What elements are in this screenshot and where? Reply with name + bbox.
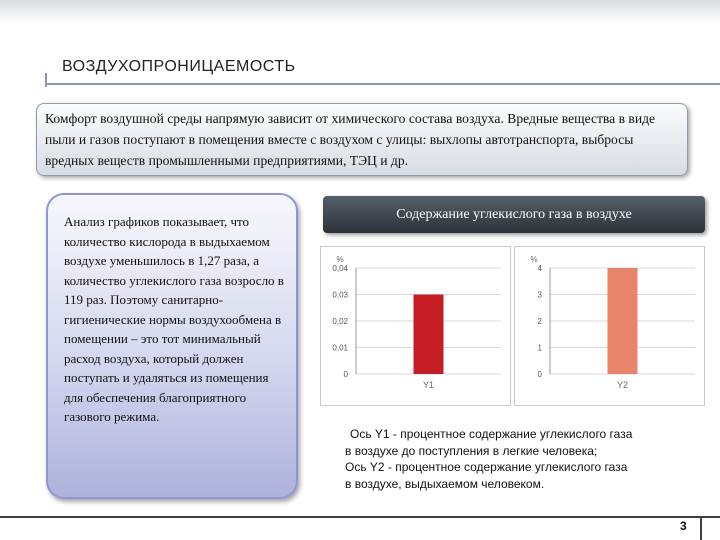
x-tick-label: Y2: [616, 380, 629, 390]
bottom-divider: [700, 516, 702, 540]
bottom-rule: [0, 516, 720, 518]
chart-y1-svg: [320, 246, 511, 406]
title-underline: [45, 83, 720, 85]
y-axis-label: %: [530, 255, 538, 264]
bar-y2: [608, 268, 638, 374]
analysis-text-box: [46, 193, 298, 499]
caption-line: Ось Y1 - процентное содержание углекислого газа: [350, 427, 633, 441]
y-tick-label: 4: [537, 264, 542, 273]
chart-caption: [345, 426, 705, 492]
bar-y1: [414, 295, 444, 375]
y-tick-label: 0: [343, 370, 348, 379]
y-tick-label: 0,04: [332, 264, 348, 273]
intro-text-box: Комфорт воздушной среды напрямую зависит от химического состава воздуха. Вредные вещества в виде пыли и газов поступают в помещения вместе с воздухом с улицы: выхлопы автотранспорта, выбросы вредных веществ промышленными предприятиями, ТЭЦ и др.: [36, 103, 688, 176]
caption-line: в воздухе, выдыхаемом человеком.: [345, 476, 545, 491]
top-band: [0, 0, 720, 24]
y-tick-label: 0: [537, 370, 542, 379]
chart-y2: [514, 246, 705, 406]
y-tick-label: 0,01: [332, 343, 348, 353]
chart-y1: [320, 246, 511, 406]
y-tick-label: 0,03: [332, 290, 348, 300]
y-tick-label: 1: [537, 343, 542, 353]
y-tick-label: 3: [537, 290, 542, 300]
slide-title: ВОЗДУХОПРОНИЦАЕМОСТЬ: [62, 58, 296, 75]
page-number: 3: [680, 519, 687, 533]
x-tick-label: Y1: [422, 380, 435, 390]
caption-line: Ось Y2 - процентное содержание углекислого газа: [345, 460, 628, 474]
caption-line: в воздухе до поступления в легкие человека;: [345, 443, 598, 458]
analysis-text: Анализ графиков показывает, что количество кислорода в выдыхаемом воздухе уменьшилось в 1,27 раза, а количество углекислого газа возросло в 119 раз. Поэтому санитарно-гигиенические нормы воздухообмена в помещении – это тот минимальный расход воздуха, который должен поступать и удаляться из помещения для обеспечения благоприятного газового режима.: [64, 214, 284, 424]
chart-header: Содержание углекислого газа в воздухе: [323, 196, 705, 233]
chart-y2-svg: [514, 246, 705, 406]
y-tick-label: 0,02: [332, 317, 348, 326]
y-tick-label: 2: [537, 317, 542, 326]
y-axis-label: %: [336, 255, 344, 264]
